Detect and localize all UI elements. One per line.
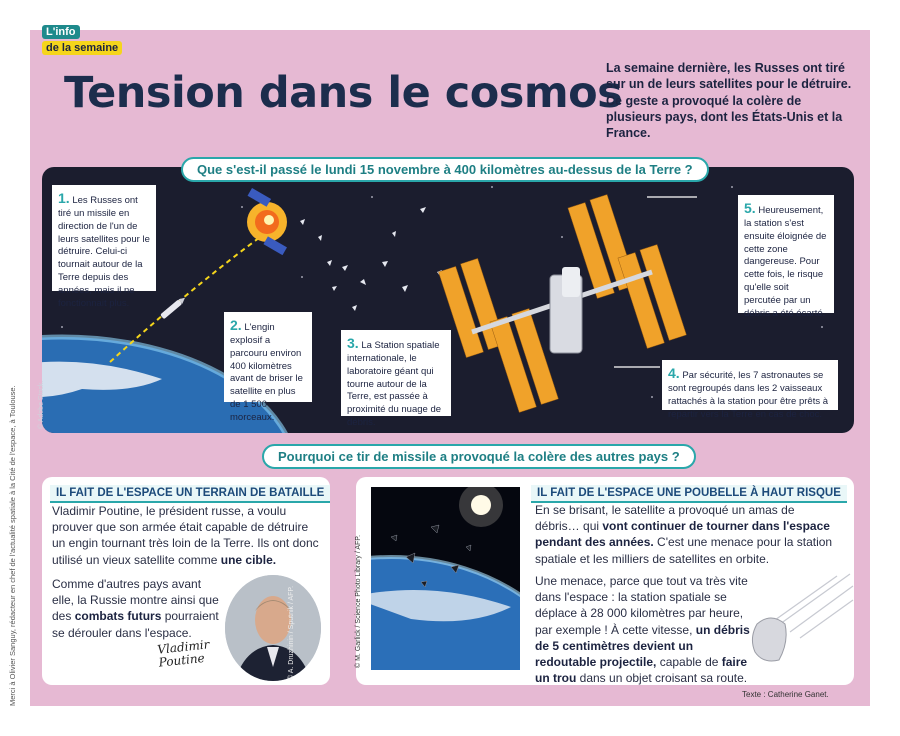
- debris: [300, 207, 458, 341]
- step-3-number: 3.: [347, 335, 359, 351]
- step-4-box: [662, 360, 838, 420]
- step-5-box: [738, 195, 834, 319]
- author-credit: Texte : Catherine Ganet.: [742, 690, 829, 699]
- step-2-number: 2.: [230, 317, 242, 333]
- step-4-number: 4.: [668, 365, 680, 381]
- putin-signature: Vladimir Poutine: [156, 637, 210, 670]
- space-station-illustration: [439, 195, 687, 413]
- rubric-tag-line1: L'info: [42, 25, 80, 39]
- side-credit: Merci à Olivier Sanguy, rédacteur en chef de l'actualité spatiale à la Cité de l'espace, à Toulouse.: [8, 385, 17, 706]
- rubric-tag: [42, 22, 122, 55]
- section1-question: Que s'est-il passé le lundi 15 novembre à 400 kilomètres au-dessus de la Terre ?: [181, 157, 709, 182]
- step-3-box: [341, 330, 451, 428]
- step-1-number: 1.: [58, 190, 70, 206]
- exploding-satellite-illustration: [247, 188, 287, 255]
- section2-question: Pourquoi ce tir de missile a provoqué la colère des autres pays ?: [262, 444, 696, 469]
- step-4-text: Par sécurité, les 7 astronautes se sont regroupés dans les 2 vaisseaux rattachés à la station pour être prêts à repartir vers la Terre en cas de choc.: [668, 370, 829, 420]
- intro-text: La semaine dernière, les Russes ont tiré sur un de leurs satellites pour le détruire. Ce geste a provoqué la colère de plusieurs pays, dont les États-Unis et la France.: [606, 61, 852, 140]
- step-3-text: La Station spatiale internationale, le laboratoire géant qui tourne autour de la Terre, est passée à proximité du nuage de débris.: [347, 340, 442, 428]
- putin-portrait-photo: [225, 575, 321, 681]
- space-image-credit: © Adobe Stock.: [38, 380, 45, 429]
- debris-space-photo: [371, 487, 520, 670]
- rubric-tag-line2: de la semaine: [42, 41, 122, 55]
- flying-debris-illustration: [745, 572, 855, 682]
- step-1-box: [52, 185, 156, 309]
- debris-paragraph-2: Une menace, parce que tout va très vite dans l'espace : la station spatiale se déplace à 28 000 kilomètres par heure, par exemple ! À cette vitesse, un débris de 5 centimètres devient un redoutable projectile, capable de faire un trou dans un objet croisant sa route.: [535, 574, 750, 686]
- battlefield-heading: IL FAIT DE L'ESPACE UN TERRAIN DE BATAILLE: [50, 485, 330, 503]
- step-1-text: Les Russes ont tiré un missile en direction de l'un de leurs satellites pour le détruire. Celui-ci tournait autour de la Terre depuis des années, mais il ne fonctionnait plus.: [58, 195, 150, 309]
- step-2-box: [224, 312, 312, 423]
- step-5-number: 5.: [744, 200, 756, 216]
- battlefield-paragraph-1: Vladimir Poutine, le président russe, a voulu prouver que son armée était capable de détruire un engin tournant très loin de la Terre. Ils ont donc utilisé un vieux satellite comme une cible.: [52, 504, 319, 567]
- portrait-credit: © A. Druzhinin / Sputnik / AFP.: [288, 585, 295, 680]
- debris-heading: IL FAIT DE L'ESPACE UNE POUBELLE À HAUT RISQUE: [531, 485, 847, 503]
- battlefield-paragraph-2: Comme d'autres pays avant elle, la Russie montre ainsi que des combats futurs pourraient se dérouler dans l'espace.: [52, 577, 219, 640]
- missile-illustration: [160, 295, 187, 319]
- debris-paragraph-1: En se brisant, le satellite a provoqué un amas de débris… qui vont continuer de tourner dans l'espace pendant des années. C'est une menace pour la station spatiale et les milliers de satellites en orbite.: [535, 503, 833, 566]
- step-5-text: Heureusement, la station s'est ensuite éloignée de cette zone dangereuse. Pour cette fois, le risque qu'elle soit percutée par un débris a été écarté.: [744, 205, 827, 319]
- debris-photo-credit: © M. Garlick / Science Photo Library / AFP.: [355, 534, 362, 668]
- step-2-text: L'engin explosif a parcouru environ 400 kilomètres avant de briser le satellite en plus de 1 500 morceaux.: [230, 322, 303, 423]
- page-title: Tension dans le cosmos: [64, 68, 623, 118]
